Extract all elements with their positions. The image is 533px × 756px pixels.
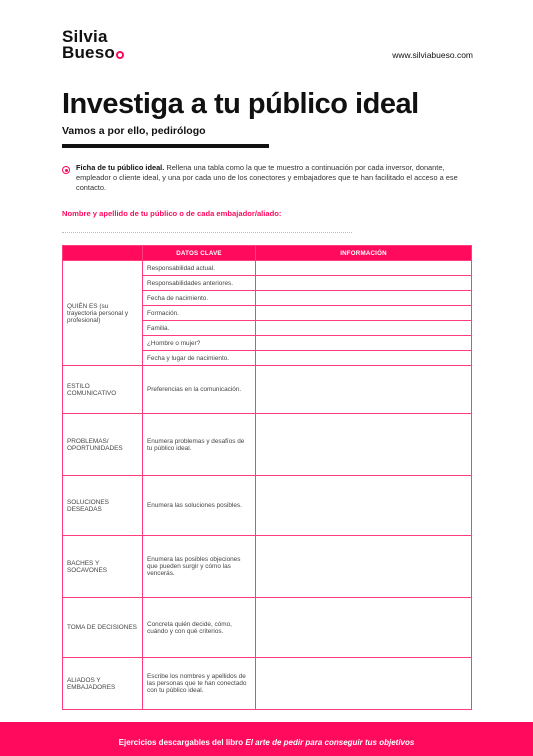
info-cell[interactable] bbox=[256, 536, 472, 598]
info-cell[interactable] bbox=[256, 276, 472, 291]
table-row bbox=[63, 261, 472, 276]
table-row bbox=[63, 476, 472, 536]
key-cell: Responsabilidades anteriores. bbox=[143, 276, 256, 291]
info-cell[interactable] bbox=[256, 321, 472, 336]
key-cell: Familia. bbox=[143, 321, 256, 336]
info-cell[interactable] bbox=[256, 598, 472, 658]
key-cell: Formación. bbox=[143, 306, 256, 321]
key-cell: Concreta quién decide, cómo, cuándo y con qué criterios. bbox=[143, 598, 256, 658]
table-row bbox=[63, 414, 472, 476]
row-label-estilo: ESTILO COMUNICATIVO bbox=[63, 366, 143, 414]
table-header-row bbox=[63, 246, 472, 261]
logo-line-2: Bueso bbox=[62, 43, 115, 62]
info-cell[interactable] bbox=[256, 414, 472, 476]
profile-table bbox=[62, 245, 472, 710]
info-cell[interactable] bbox=[256, 261, 472, 276]
key-cell: Enumera las posibles objeciones que pueden surgir y cómo las vencerás. bbox=[143, 536, 256, 598]
intro-text: Rellena una tabla como la que te muestro a continuación por cada inversor, donante, empleador o cliente ideal, y una por cada uno de los conectores y embajadores que te han facilitado el acceso a ese contacto. bbox=[76, 163, 458, 193]
page-title: Investiga a tu público ideal bbox=[62, 88, 419, 120]
info-cell[interactable] bbox=[256, 306, 472, 321]
header-informacion: INFORMACIÓN bbox=[256, 246, 472, 261]
footer-book-title: El arte de pedir para conseguir tus objetivos bbox=[245, 738, 415, 747]
key-cell: Fecha de nacimiento. bbox=[143, 291, 256, 306]
table-row bbox=[63, 598, 472, 658]
footer-text bbox=[0, 738, 533, 747]
row-label-problemas: PROBLEMAS/ OPORTUNIDADES bbox=[63, 414, 143, 476]
info-cell[interactable] bbox=[256, 351, 472, 366]
footer-plain: Ejercicios descargables del libro bbox=[118, 738, 246, 747]
info-cell[interactable] bbox=[256, 366, 472, 414]
key-cell: ¿Hombre o mujer? bbox=[143, 336, 256, 351]
key-cell: Enumera las soluciones posibles. bbox=[143, 476, 256, 536]
table-row bbox=[63, 366, 472, 414]
bullet-icon bbox=[62, 166, 70, 174]
key-cell: Fecha y lugar de nacimiento. bbox=[143, 351, 256, 366]
key-cell: Enumera problemas y desafíos de tu público ideal. bbox=[143, 414, 256, 476]
table-row bbox=[63, 536, 472, 598]
intro-lead: Ficha de tu público ideal. bbox=[76, 163, 165, 172]
header-blank bbox=[63, 246, 143, 261]
logo bbox=[62, 29, 124, 61]
row-label-aliados: ALIADOS Y EMBAJADORES bbox=[63, 658, 143, 710]
website-link[interactable]: www.silviabueso.com bbox=[392, 50, 473, 60]
row-label-soluciones: SOLUCIONES DESEADAS bbox=[63, 476, 143, 536]
key-cell: Preferencias en la comunicación. bbox=[143, 366, 256, 414]
row-label-quien-es: QUIÉN ES (su trayectoria personal y profesional) bbox=[63, 261, 143, 366]
name-label: Nombre y apellido de tu público o de cada embajador/aliado: bbox=[62, 209, 282, 218]
table-row bbox=[63, 658, 472, 710]
header-datos-clave: DATOS CLAVE bbox=[143, 246, 256, 261]
key-cell: Escribe los nombres y apellidos de las personas que te han conectado con tu público ideal. bbox=[143, 658, 256, 710]
intro-paragraph bbox=[76, 163, 476, 194]
row-label-decisiones: TOMA DE DECISIONES bbox=[63, 598, 143, 658]
info-cell[interactable] bbox=[256, 476, 472, 536]
info-cell[interactable] bbox=[256, 291, 472, 306]
info-cell[interactable] bbox=[256, 658, 472, 710]
page-subtitle: Vamos a por ello, pedirólogo bbox=[62, 125, 206, 137]
title-underline bbox=[62, 144, 269, 148]
info-cell[interactable] bbox=[256, 336, 472, 351]
name-input-line[interactable] bbox=[62, 232, 352, 233]
row-label-baches: BACHES Y SOCAVONES bbox=[63, 536, 143, 598]
logo-dot-icon bbox=[116, 51, 124, 59]
key-cell: Responsabilidad actual. bbox=[143, 261, 256, 276]
logo-line-1: Silvia bbox=[62, 27, 108, 46]
